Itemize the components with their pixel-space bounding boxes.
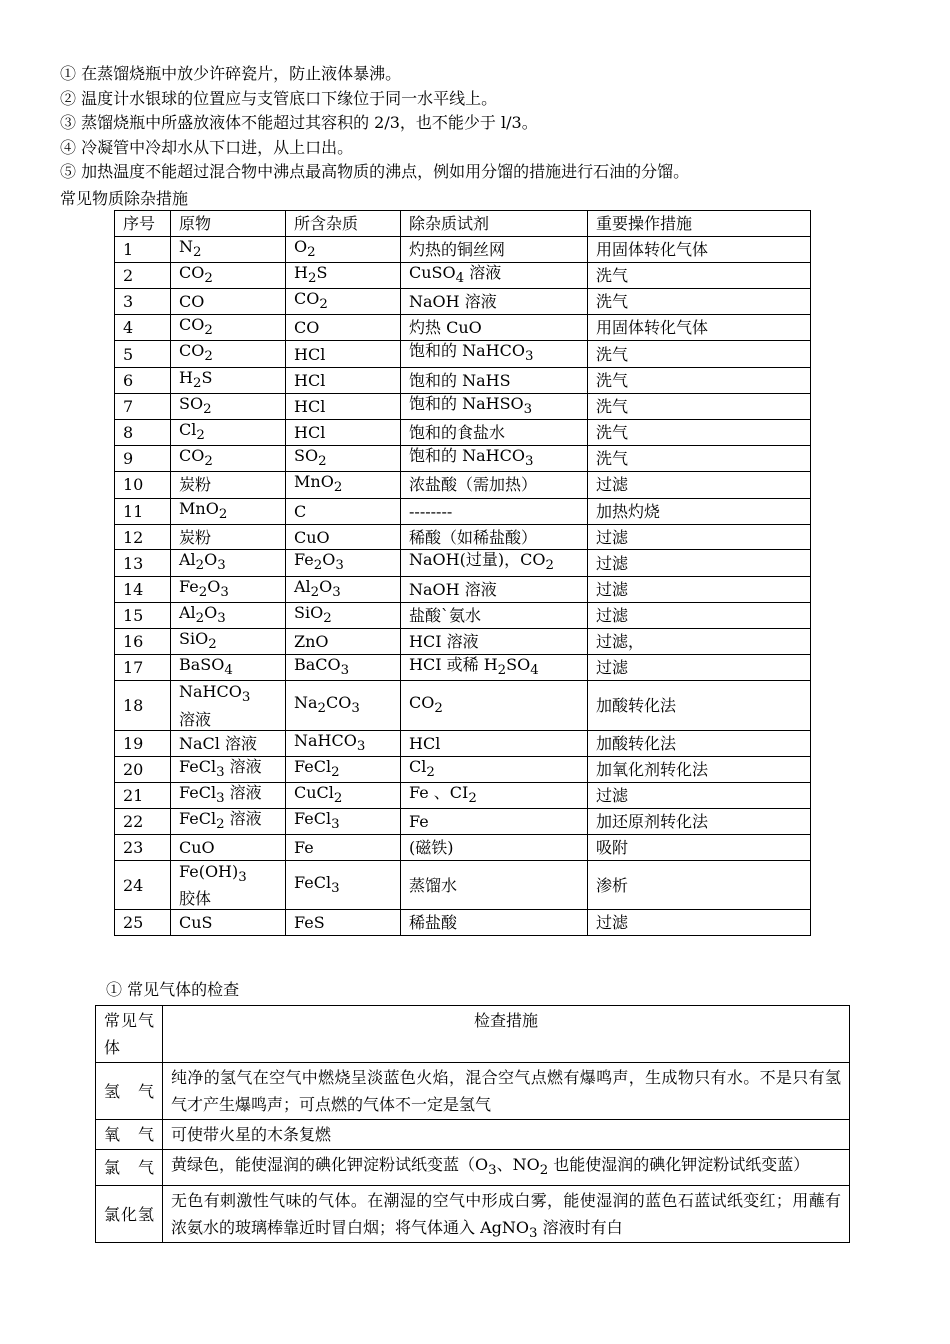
table-cell: NaOH 溶液: [401, 289, 588, 315]
table-cell: 过滤: [588, 602, 811, 628]
table-cell: $O_2$: [286, 236, 401, 262]
table-cell: 洗气: [588, 289, 811, 315]
table-cell: MnO$_2$: [171, 498, 286, 524]
table-cell: NaOH(过量)，$CO_2$: [401, 550, 588, 576]
gas-name: 氯化氢: [96, 1186, 163, 1243]
table-cell: HCl: [286, 341, 401, 367]
table-row: [115, 393, 811, 419]
table-cell: $Al_2O_3$: [171, 602, 286, 628]
table-cell: 饱和的食盐水: [401, 420, 588, 446]
table-row: [115, 446, 811, 472]
distillation-notes: [60, 62, 890, 185]
table-cell: Fe: [401, 809, 588, 835]
header-cell: 序号: [115, 211, 171, 237]
table-cell: MnO$_2$: [286, 472, 401, 498]
table-cell: FeCl$_3$ 溶液: [171, 756, 286, 782]
table-row: [115, 835, 811, 861]
header-cell: 除杂质试剂: [401, 211, 588, 237]
table-cell: $CO_2$: [401, 681, 588, 730]
table-cell: $CO_2$: [171, 446, 286, 472]
table-cell: 5: [115, 341, 171, 367]
table-cell: $H_2S$: [286, 262, 401, 288]
table-row: [115, 472, 811, 498]
table-cell: 洗气: [588, 367, 811, 393]
table-cell: 加热灼烧: [588, 498, 811, 524]
table-cell: CuO: [171, 835, 286, 861]
gas-test-method: 可使带火星的木条复燃: [163, 1120, 850, 1150]
table-row: [115, 498, 811, 524]
header-cell: 所含杂质: [286, 211, 401, 237]
table-row: [115, 756, 811, 782]
table-cell: 饱和的 NaHS: [401, 367, 588, 393]
table-cell: CuSO$_4$ 溶液: [401, 262, 588, 288]
table-cell: NaHCO$_3$: [286, 730, 401, 756]
table-cell: $H_2S$: [171, 367, 286, 393]
table-cell: ZnO: [286, 629, 401, 655]
table-row: [96, 1150, 850, 1186]
table-row: [115, 602, 811, 628]
table-cell: 8: [115, 420, 171, 446]
table-cell: $Fe_2O_3$: [171, 576, 286, 602]
table-cell: 洗气: [588, 420, 811, 446]
table-row: [115, 367, 811, 393]
table-cell: 14: [115, 576, 171, 602]
table-cell: 炭粉: [171, 472, 286, 498]
table-cell: 6: [115, 367, 171, 393]
table-cell: 加酸转化法: [588, 730, 811, 756]
table-row: [115, 524, 811, 550]
table-cell: NaCl 溶液: [171, 730, 286, 756]
table-cell: 过滤，: [588, 629, 811, 655]
table-cell: 7: [115, 393, 171, 419]
table-cell: 稀酸（如稀盐酸）: [401, 524, 588, 550]
table-cell: 10: [115, 472, 171, 498]
table-row: [96, 1120, 850, 1150]
table-cell: BaCO$_3$: [286, 655, 401, 681]
table-cell: $SO_2$: [171, 393, 286, 419]
table-cell: 洗气: [588, 393, 811, 419]
header-cell: 原物: [171, 211, 286, 237]
table-row: [115, 910, 811, 936]
table-cell: FeCl$_3$: [286, 809, 401, 835]
table-cell: 2: [115, 262, 171, 288]
table-cell: 1: [115, 236, 171, 262]
table-cell: NaOH 溶液: [401, 576, 588, 602]
table-cell: 21: [115, 782, 171, 808]
table-cell: CO: [286, 315, 401, 341]
table-cell: 24: [115, 861, 171, 910]
table-row: [115, 730, 811, 756]
table-cell: 用固体转化气体: [588, 315, 811, 341]
removal-heading: 常见物质除杂措施: [60, 189, 189, 208]
table-cell: SiO$_2$: [171, 629, 286, 655]
table-cell: C: [286, 498, 401, 524]
table-cell: 用固体转化气体: [588, 236, 811, 262]
table-cell: HCl: [286, 393, 401, 419]
table-header-row: [115, 211, 811, 237]
table-cell: $Al_2O_3$: [286, 576, 401, 602]
table-cell: CuCl$_2$: [286, 782, 401, 808]
table-cell: 稀盐酸: [401, 910, 588, 936]
table-cell: 加还原剂转化法: [588, 809, 811, 835]
table-cell: 过滤: [588, 782, 811, 808]
table-cell: (磁铁): [401, 835, 588, 861]
table-cell: 13: [115, 550, 171, 576]
table-cell: 18: [115, 681, 171, 730]
header-gas: 常见气体: [96, 1006, 163, 1063]
table-cell: $CO_2$: [286, 289, 401, 315]
header-cell: 重要操作措施: [588, 211, 811, 237]
table-cell: --------: [401, 498, 588, 524]
table-row: [115, 576, 811, 602]
table-cell: 灼热 CuO: [401, 315, 588, 341]
table-row: [115, 861, 811, 910]
table-cell: 蒸馏水: [401, 861, 588, 910]
table-cell: 17: [115, 655, 171, 681]
gas-name: 氧气: [96, 1120, 163, 1150]
table-row: [115, 681, 811, 730]
table-cell: 9: [115, 446, 171, 472]
table-cell: 加氧化剂转化法: [588, 756, 811, 782]
table-cell: CO: [171, 289, 286, 315]
table-row: [115, 629, 811, 655]
table-cell: 过滤: [588, 655, 811, 681]
gas-test-method: 黄绿色，能使湿润的碘化钾淀粉试纸变蓝（$O_3$、$NO_2$ 也能使湿润的碘化钾淀粉试纸变蓝）: [163, 1150, 850, 1186]
table-cell: 22: [115, 809, 171, 835]
table-cell: HCl: [286, 367, 401, 393]
table-cell: 3: [115, 289, 171, 315]
table-cell: Fe: [286, 835, 401, 861]
table-cell: FeCl$_2$: [286, 756, 401, 782]
table-cell: 过滤: [588, 576, 811, 602]
table-cell: CuO: [286, 524, 401, 550]
header-method: 检查措施: [163, 1006, 850, 1063]
note-line: ④ 冷凝管中冷却水从下口进，从上口出。: [60, 137, 354, 157]
table-cell: 4: [115, 315, 171, 341]
table-cell: 11: [115, 498, 171, 524]
table-row: [96, 1063, 850, 1120]
table-cell: FeCl$_2$ 溶液: [171, 809, 286, 835]
gas-name: 氢气: [96, 1063, 163, 1120]
table-cell: CuS: [171, 910, 286, 936]
table-cell: Fe 、$CI_2$: [401, 782, 588, 808]
table-row: [96, 1186, 850, 1243]
gas-test-method: 纯净的氢气在空气中燃烧呈淡蓝色火焰，混合空气点燃有爆鸣声，生成物只有水。不是只有氢气才产生爆鸣声；可点燃的气体不一定是氢气: [163, 1063, 850, 1120]
table-cell: 饱和的 NaHCO$_3$: [401, 446, 588, 472]
note-line: ⑤ 加热温度不能超过混合物中沸点最高物质的沸点，例如用分馏的措施进行石油的分馏。: [60, 162, 690, 181]
table-cell: 浓盐酸（需加热）: [401, 472, 588, 498]
table-cell: 加酸转化法: [588, 681, 811, 730]
note-line: ③ 蒸馏烧瓶中所盛放液体不能超过其容积的 2/3，也不能少于 l/3。: [60, 113, 538, 132]
table-row: [115, 655, 811, 681]
table-row: [115, 782, 811, 808]
table-cell: FeS: [286, 910, 401, 936]
table-cell: HCI 溶液: [401, 629, 588, 655]
table-cell: $CO_2$: [171, 315, 286, 341]
table-cell: $CO_2$: [171, 341, 286, 367]
table-cell: 吸附: [588, 835, 811, 861]
table-cell: 饱和的 NaHSO$_3$: [401, 393, 588, 419]
table-cell: $Na_2CO_3$: [286, 681, 401, 730]
table-cell: HCI 或稀 $H_2SO_4$: [401, 655, 588, 681]
table-cell: 过滤: [588, 550, 811, 576]
table-cell: 洗气: [588, 341, 811, 367]
note-line: ② 温度计水银球的位置应与支管底口下缘位于同一水平线上。: [60, 88, 498, 108]
table-header-row: [96, 1006, 850, 1063]
table-cell: 灼热的铜丝网: [401, 236, 588, 262]
table-cell: 炭粉: [171, 524, 286, 550]
table-cell: 饱和的 NaHCO$_3$: [401, 341, 588, 367]
table-cell: HCl: [286, 420, 401, 446]
gas-test-table: [95, 1005, 850, 1243]
table-cell: 渗析: [588, 861, 811, 910]
table-cell: 洗气: [588, 262, 811, 288]
table-cell: 过滤: [588, 910, 811, 936]
table-cell: NaHCO$_3$ 溶液: [171, 681, 286, 730]
table-row: [115, 236, 811, 262]
table-cell: $N_2$: [171, 236, 286, 262]
table-cell: 盐酸`氨水: [401, 602, 588, 628]
impurity-removal-table: [114, 210, 811, 936]
table-row: [115, 809, 811, 835]
table-cell: 洗气: [588, 446, 811, 472]
table-cell: 过滤: [588, 472, 811, 498]
table-row: [115, 550, 811, 576]
table-cell: 过滤: [588, 524, 811, 550]
table-cell: $SO_2$: [286, 446, 401, 472]
table-row: [115, 262, 811, 288]
gas-test-heading: ① 常见气体的检查: [106, 980, 240, 999]
gas-name: 氯气: [96, 1150, 163, 1186]
table-cell: 19: [115, 730, 171, 756]
table-cell: HCl: [401, 730, 588, 756]
table-cell: FeCl$_3$ 溶液: [171, 782, 286, 808]
table-row: [115, 315, 811, 341]
table-row: [115, 289, 811, 315]
table-cell: 15: [115, 602, 171, 628]
table-cell: 20: [115, 756, 171, 782]
table-row: [115, 341, 811, 367]
table-cell: $CO_2$: [171, 262, 286, 288]
table-cell: 25: [115, 910, 171, 936]
gas-test-method: 无色有刺激性气味的气体。在潮湿的空气中形成白雾，能使湿润的蓝色石蓝试纸变红；用蘸有浓氨水的玻璃棒靠近时冒白烟；将气体通入 AgNO$_3$ 溶液时有白: [163, 1186, 850, 1243]
table-cell: BaSO$_4$: [171, 655, 286, 681]
table-cell: $Fe_2O_3$: [286, 550, 401, 576]
table-row: [115, 420, 811, 446]
table-cell: $Cl_2$: [171, 420, 286, 446]
table-cell: SiO$_2$: [286, 602, 401, 628]
table-cell: FeCl$_3$: [286, 861, 401, 910]
table-cell: $Cl_2$: [401, 756, 588, 782]
table-cell: 23: [115, 835, 171, 861]
table-cell: 12: [115, 524, 171, 550]
table-cell: $Al_2O_3$: [171, 550, 286, 576]
table-cell: 16: [115, 629, 171, 655]
note-line: ① 在蒸馏烧瓶中放少许碎瓷片，防止液体暴沸。: [60, 64, 402, 83]
table-cell: $Fe(OH)_3$ 胶体: [171, 861, 286, 910]
